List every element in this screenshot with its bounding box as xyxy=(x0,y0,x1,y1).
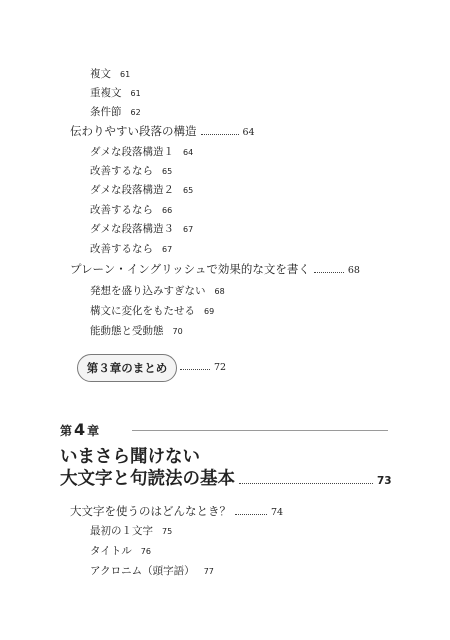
toc-section-title: プレーン・イングリッシュで効果的な文を書く xyxy=(70,262,310,276)
toc-entry-title: 重複文 xyxy=(90,87,122,99)
chapter-prefix: 第 xyxy=(60,424,73,438)
toc-section-page: 74 xyxy=(271,507,284,518)
toc-entry-page: 69 xyxy=(204,307,215,316)
toc-entry xyxy=(90,66,130,81)
toc-entry-page: 70 xyxy=(172,327,183,336)
toc-entry-title: 改善するなら xyxy=(90,165,153,177)
toc-entry xyxy=(90,563,214,578)
toc-entry-page: 61 xyxy=(130,89,141,98)
toc-entry-title: 改善するなら xyxy=(90,204,153,216)
toc-entry xyxy=(90,523,172,538)
chapter-divider xyxy=(132,430,388,431)
toc-entry-page: 77 xyxy=(203,567,214,576)
toc-section-title: 伝わりやすい段落の構造 xyxy=(70,124,197,138)
toc-entry xyxy=(90,303,214,318)
toc-entry-title: 最初の１文字 xyxy=(90,525,153,537)
toc-entry xyxy=(90,202,172,217)
toc-entry-title: 複文 xyxy=(90,68,111,80)
leader-dots xyxy=(180,369,210,370)
toc-section-page: 64 xyxy=(242,127,255,138)
toc-section xyxy=(70,123,255,139)
toc-entry-title: 改善するなら xyxy=(90,243,153,255)
chapter-summary-leader xyxy=(180,362,226,373)
chapter-summary-page: 72 xyxy=(214,362,227,373)
toc-entry-page: 64 xyxy=(183,148,194,157)
chapter-title-page: 73 xyxy=(377,475,392,487)
toc-entry xyxy=(90,85,141,100)
toc-entry xyxy=(90,163,172,178)
toc-entry-title: ダメな段落構造２ xyxy=(90,184,174,196)
toc-entry xyxy=(90,543,151,558)
chapter-title-line2 xyxy=(60,465,392,490)
toc-section xyxy=(70,261,360,277)
toc-entry-page: 66 xyxy=(162,206,173,215)
toc-section-title: 大文字を使うのはどんなとき？ xyxy=(70,504,231,518)
chapter-title-line1: いまさら聞けない xyxy=(60,447,200,467)
chapter-title-text: 大文字と句読法の基本 xyxy=(60,469,235,489)
toc-entry-title: タイトル xyxy=(90,545,132,557)
chapter-summary-label: 第３章のまとめ xyxy=(86,361,168,375)
toc-entry xyxy=(90,182,193,197)
toc-entry xyxy=(90,104,141,119)
toc-entry-title: 発想を盛り込みすぎない xyxy=(90,285,206,297)
chapter-summary-badge xyxy=(77,354,177,382)
toc-section-page: 68 xyxy=(347,265,360,276)
leader-dots xyxy=(201,134,239,135)
toc-entry xyxy=(90,144,193,159)
toc-entry-title: 構文に変化をもたせる xyxy=(90,305,195,317)
leader-dots xyxy=(314,272,344,273)
toc-entry-page: 65 xyxy=(183,186,194,195)
toc-entry-title: 能動態と受動態 xyxy=(90,325,164,337)
toc-entry-page: 68 xyxy=(214,287,225,296)
toc-entry-title: アクロニム（頭字語） xyxy=(90,565,195,577)
leader-dots xyxy=(239,483,373,484)
toc-entry-page: 75 xyxy=(162,527,173,536)
toc-entry xyxy=(90,323,183,338)
toc-entry-page: 67 xyxy=(183,225,194,234)
toc-entry-page: 65 xyxy=(162,167,173,176)
chapter-number: 4 xyxy=(74,420,86,439)
leader-dots xyxy=(235,514,267,515)
toc-entry-page: 67 xyxy=(162,245,173,254)
toc-entry-title: ダメな段落構造３ xyxy=(90,223,174,235)
toc-entry-page: 61 xyxy=(120,70,131,79)
toc-entry-title: ダメな段落構造１ xyxy=(90,146,174,158)
toc-entry-page: 76 xyxy=(140,547,151,556)
chapter-suffix: 章 xyxy=(87,424,100,438)
toc-entry xyxy=(90,283,225,298)
toc-entry xyxy=(90,221,193,236)
toc-entry-page: 62 xyxy=(130,108,141,117)
toc-section xyxy=(70,503,283,519)
chapter-label xyxy=(60,420,99,439)
toc-entry xyxy=(90,241,172,256)
toc-entry-title: 条件節 xyxy=(90,106,122,118)
